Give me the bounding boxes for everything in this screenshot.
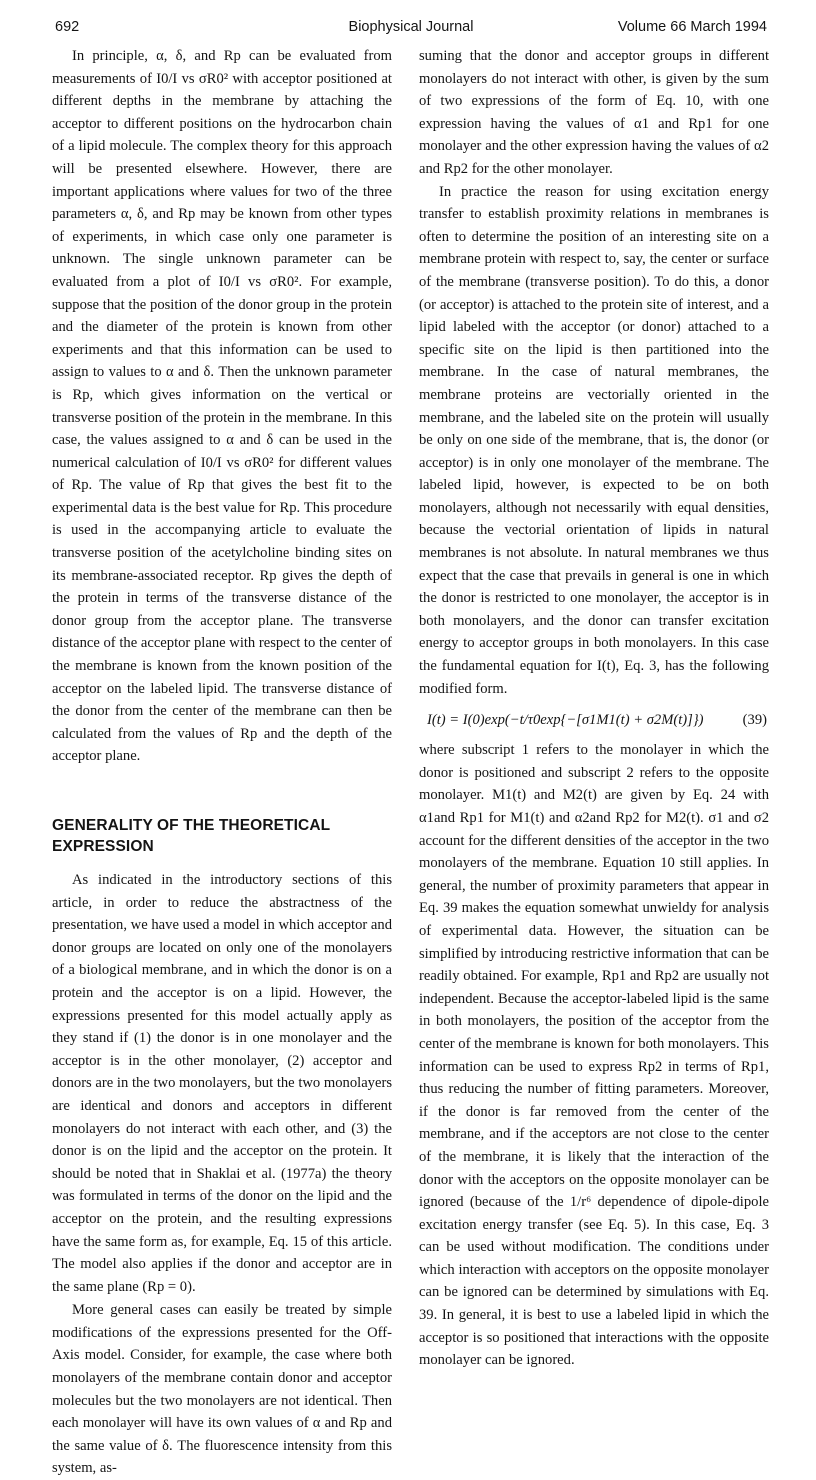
equation-number: (39) [742, 712, 767, 729]
page-number: 692 [55, 19, 80, 35]
paragraph-continued: suming that the donor and acceptor groups in different monolayers do not interact with other, is given by the sum of two expressions of the form of Eq. 10, with one expression having the values of α1 and Rp1 for one monolayer and the other expression having the values of α2 and Rp2 for the other monolayer. [419, 48, 769, 177]
paragraph-general-cases: More general cases can easily be treated by simple modifications of the expressions presented for the Off-Axis model. Consider, for example, the case where both monolayers of the membrane contain donor and acceptor molecules but the two monolayers are not identical. Then each monolayer will have its own values of α and Rp and the same value of δ. The fluorescence intensity from this system, as- [52, 1302, 392, 1477]
left-column [52, 45, 392, 1480]
running-header [55, 19, 767, 41]
paragraph-evaluation: In principle, α, δ, and Rp can be evaluated from measurements of I0/I vs σR0² with acceptor positioned at different depths in the membrane by attaching the acceptor to different positions on the hydrocarbon chain of a lipid molecule. The complex theory for this approach will be presented elsewhere. However, there are important applications where values for two of the three parameters α, δ, and Rp may be known from other types of experiments, in which case only one parameter is unknown. The single unknown parameter can be evaluated from a plot of I0/I vs σR0². For example, suppose that the position of the donor group in the protein and the diameter of the protein is known from other experiments and that this information can be used to assign to values to α and δ. Then the unknown parameter is Rp, which gives information on the vertical or transverse position of the protein in the membrane. In this case, the values assigned to α and δ can be used in the numerical calculation of I0/I vs σR0² for different values of Rp. The value of Rp that gives the best fit to the experimental data is the best value for Rp. This procedure is used in the accompanying article to evaluate the transverse position of the acetylcholine binding sites on its membrane-associated receptor. Rp gives the depth of the protein in terms of the transverse distance of the donor group from the acceptor plane. The transverse distance of the acceptor plane with respect to the center of the membrane is known from the known position of the acceptor on the labeled lipid. The transverse distance of the donor from the center of the membrane can then be calculated from the values of Rp and the depth of the acceptor plane. [52, 48, 392, 765]
equation-body: I(t) = I(0)exp(−t/τ0exp{−[σ1M1(t) + σ2M(t)]}) [427, 712, 704, 729]
paragraph-practice: In practice the reason for using excitation energy transfer to establish proximity relations in membranes is often to determine the position of an interesting site on a membrane protein with respect to, say, the center or surface of the membrane (transverse position). To do this, a donor (or acceptor) is attached to the protein site of interest, and a lipid labeled with the acceptor (or donor) attached to a specific site on the lipid is then partitioned into the membrane. In the case of natural membranes, the membrane proteins are vectorially oriented in the membrane, and the labeled site on the protein will usually be only on one side of the membrane, that is, the donor (or acceptor) is in only one monolayer of the membrane. The labeled lipid, however, is expected to be on both monolayers, although not necessarily with equal densities, because the vectorial orientation of lipids in natural membranes is not absolute. In natural membranes we thus expect that the case that prevails in general is one in which the donor is restricted to one monolayer, the acceptor is in both monolayers, and the donor can transfer excitation energy to acceptor groups in both monolayers. In this case the fundamental equation for I(t), Eq. 3, has the following modified form. [419, 183, 769, 697]
equation-39 [419, 709, 769, 737]
section-heading-line-2: EXPRESSION [52, 838, 154, 855]
paragraph-subscripts: where subscript 1 refers to the monolayer in which the donor is positioned and subscript 2 refers to the opposite monolayer. M1(t) and M2(t) are given by Eq. 24 with α1and Rp1 for M1(t) and α2and Rp2 for M2(t). σ1 and σ2 account for the different densities of the acceptor in the two monolayers of the membrane. Equation 10 still applies. In general, the number of proximity parameters that appear in Eq. 39 makes the equation somewhat unwieldy for analysis of experimental data. However, the situation can be simplified by introducing restrictive information that can be readily obtained. For example, Rp1 and Rp2 are usually not independent. Because the acceptor-labeled lipid is the same in both monolayers, the position of the acceptor from the center of the membrane is known for both monolayers. This information can be used to express Rp2 in terms of Rp1, thus reducing the number of fitting parameters. Moreover, if the donor is far removed from the center of the membrane, and if the acceptors are not close to the center of the membrane, it is likely that the interaction of the donor with the acceptors on the opposite monolayer can be ignored (because of the 1/r⁶ dependence of dipole-dipole excitation energy transfer (see Eq. 5). In this case, Eq. 3 can be used without modification. The conditions under which interaction with acceptors on the opposite monolayer can be ignored can be determined by simulations with Eq. 39. In general, it is best to use a labeled lipid in which the acceptor is so positioned that interactions with the opposite monolayer can be ignored. [419, 742, 769, 1369]
section-heading-line-1: GENERALITY OF THE THEORETICAL [52, 817, 331, 834]
volume-issue: Volume 66 March 1994 [617, 19, 767, 35]
right-column [419, 45, 769, 1372]
section-heading [52, 815, 392, 857]
paragraph-generality: As indicated in the introductory sections of this article, in order to reduce the abstractness of the presentation, we have used a model in which acceptor and donor groups are located on only one of the monolayers of a biological membrane, and in which the donor is on a protein and the acceptor is on a lipid. However, the expressions presented for this model actually apply as they stand if (1) the donor is in one monolayer and the acceptor is in the other monolayer, (2) acceptor and donors are in the two monolayers, but the two monolayers are identical and donors and acceptors in different monolayers do not interact with each other, and (3) the donor is on the lipid and the acceptor on the protein. It should be noted that in Shaklai et al. (1977a) the theory was formulated in terms of the donor on the lipid and the acceptor on the protein, and the resulting expressions have the same form as, for example, Eq. 15 of this article. The model also applies if the donor and acceptor are in the same plane (Rp = 0). [52, 872, 392, 1295]
journal-title: Biophysical Journal [348, 19, 474, 35]
